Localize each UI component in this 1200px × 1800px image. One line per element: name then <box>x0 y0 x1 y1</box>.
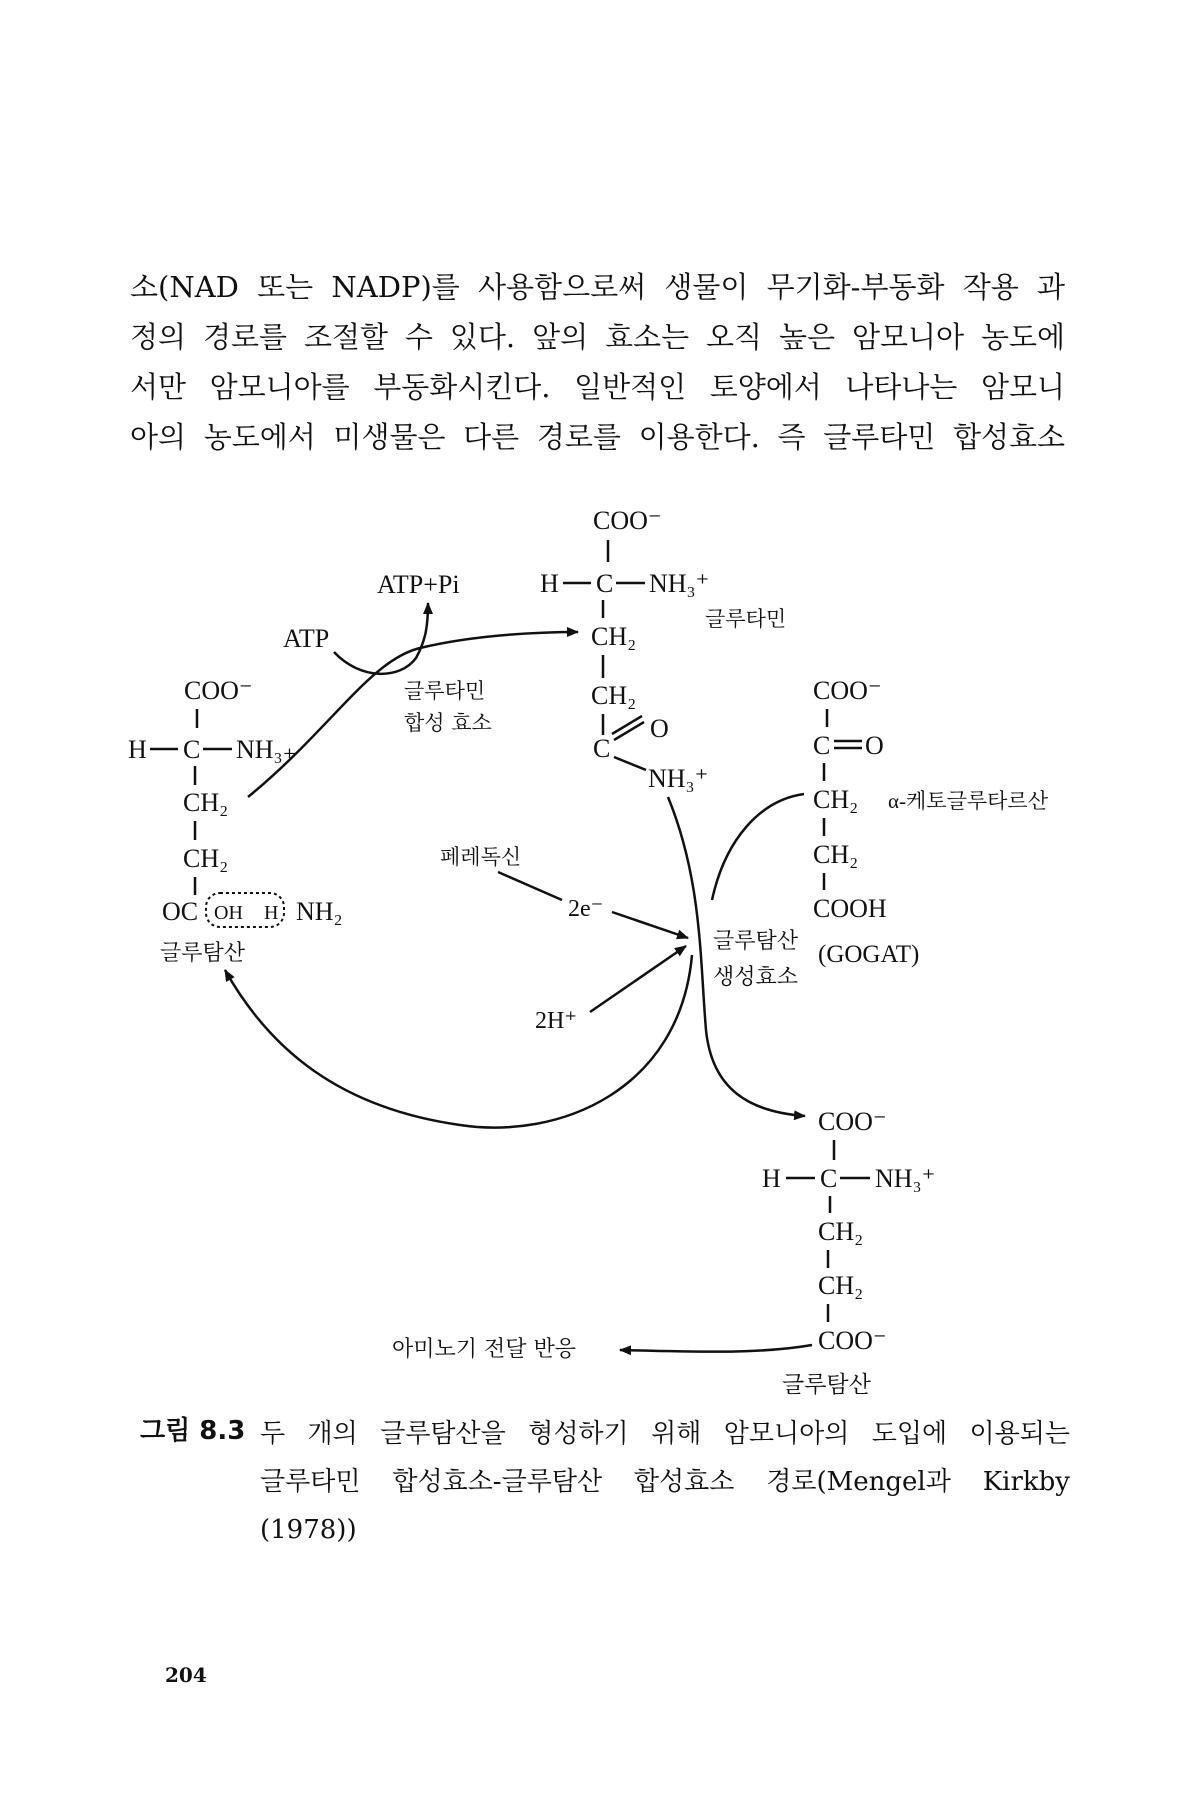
glutamine-ch2-b: CH₂ <box>591 681 637 710</box>
atp-hydrolysis-arrow <box>334 603 428 674</box>
glutamate-left-nh3: NH₃₊ <box>236 735 297 764</box>
glutamate-bottom-structure <box>762 1107 935 1355</box>
caption-line: 글루타민 합성효소-글루탐산 합성효소 경로(Mengel과 Kirkby <box>260 1467 1070 1497</box>
glutamate-bottom-coo-top: COO⁻ <box>818 1107 887 1136</box>
two-electrons-label: 2e⁻ <box>568 896 604 922</box>
glutamate-left-nh2: NH₂ <box>296 897 343 926</box>
figure-number: 그림 8.3 <box>140 1416 246 1446</box>
ferredoxin-electron-line <box>498 872 562 900</box>
gs-enzyme-label-1: 글루타민 <box>404 679 486 703</box>
glutamate-left-ch2-a: CH₂ <box>183 788 229 817</box>
glutamate-left-h2: H <box>264 902 279 924</box>
glutamate-left-oc: OC <box>162 897 199 926</box>
glutamate-bottom-h: H <box>762 1164 781 1193</box>
transamination-arrow <box>620 1345 812 1352</box>
ferredoxin-label: 페레독신 <box>440 845 522 869</box>
ketoglutarate-input-line <box>712 794 804 900</box>
glutamate-left-oh: OH <box>214 902 243 924</box>
glutamine-structure <box>540 506 709 793</box>
caption-line: (1978)) <box>260 1515 357 1545</box>
ketoglutarate-ch2-b: CH₂ <box>813 840 859 869</box>
glutamate-bottom-nh3: NH₃⁺ <box>875 1164 936 1193</box>
glutamate-left-h: H <box>128 735 147 764</box>
paragraph-line: 서만 암모니아를 부동화시킨다. 일반적인 토양에서 나타나는 암모니 <box>130 370 1065 404</box>
glutamine-amide-nh3: NH₃⁺ <box>648 764 709 793</box>
paragraph-line: 아의 농도에서 미생물은 다른 경로를 이용한다. 즉 글루타민 합성효소 <box>130 420 1065 454</box>
glutamate-left-structure <box>128 676 343 927</box>
glutamine-o: O <box>650 714 669 743</box>
glutamate-left-label: 글루탐산 <box>160 941 246 966</box>
gogat-reaction-arrow <box>668 797 805 1116</box>
body-paragraph <box>130 262 1065 462</box>
glutamate-left-c: C <box>183 735 201 764</box>
page-number: 204 <box>165 1663 207 1687</box>
gs-enzyme-label-2: 합성 효소 <box>404 711 492 735</box>
bond <box>614 757 646 770</box>
ketoglutarate-cooh: COOH <box>813 894 887 923</box>
ketoglutarate-label: α-케토글루타르산 <box>888 789 1048 813</box>
glutamine-label: 글루타민 <box>705 607 787 631</box>
caption-body <box>260 1410 1070 1554</box>
glutamine-nh3: NH₃⁺ <box>649 569 710 598</box>
glutamine-synthetase-gogat-diagram <box>0 480 1200 1410</box>
glutamate-bottom-coo-bottom: COO⁻ <box>818 1326 887 1355</box>
ketoglutarate-c: C <box>813 731 831 760</box>
glutamate-bottom-ch2-b: CH₂ <box>818 1271 864 1300</box>
glutamate-return-arrow <box>225 955 692 1128</box>
glutamine-coo: COO⁻ <box>593 506 662 535</box>
transamination-label: 아미노기 전달 반응 <box>392 1337 577 1362</box>
ketoglutarate-ch2-a: CH₂ <box>813 785 859 814</box>
glutamate-left-ch2-b: CH₂ <box>183 844 229 873</box>
glutamine-c: C <box>596 569 614 598</box>
electron-arrow <box>612 912 688 938</box>
proton-arrow <box>590 946 686 1012</box>
ketoglutarate-o: O <box>865 731 884 760</box>
glutamate-bottom-c: C <box>820 1164 838 1193</box>
atp-pi-label: ATP+Pi <box>377 570 460 599</box>
glutamate-bottom-label: 글루탐산 <box>782 1372 871 1398</box>
atp-label: ATP <box>283 624 330 653</box>
glutamate-left-coo: COO⁻ <box>184 676 253 705</box>
ketoglutarate-coo: COO⁻ <box>813 676 882 705</box>
glutamine-ch2-a: CH₂ <box>591 622 637 651</box>
paragraph-line: 정의 경로를 조절할 수 있다. 앞의 효소는 오직 높은 암모니아 농도에 <box>130 320 1065 354</box>
paragraph-line: 소(NAD 또는 NADP)를 사용함으로써 생물이 무기화-부동화 작용 과 <box>130 270 1065 304</box>
caption-line: 두 개의 글루탐산을 형성하기 위해 암모니아의 도입에 이용되는 <box>260 1419 1070 1449</box>
gogat-enzyme-label-2: 생성효소 <box>713 965 799 990</box>
ketoglutarate-structure <box>813 676 887 923</box>
two-protons-label: 2H⁺ <box>535 1008 577 1034</box>
gogat-abbreviation: (GOGAT) <box>818 941 920 968</box>
gogat-enzyme-label-1: 글루탐산 <box>713 929 799 954</box>
glutamine-amide-c: C <box>593 734 611 763</box>
glutamine-h: H <box>540 569 559 598</box>
glutamate-bottom-ch2-a: CH₂ <box>818 1217 864 1246</box>
